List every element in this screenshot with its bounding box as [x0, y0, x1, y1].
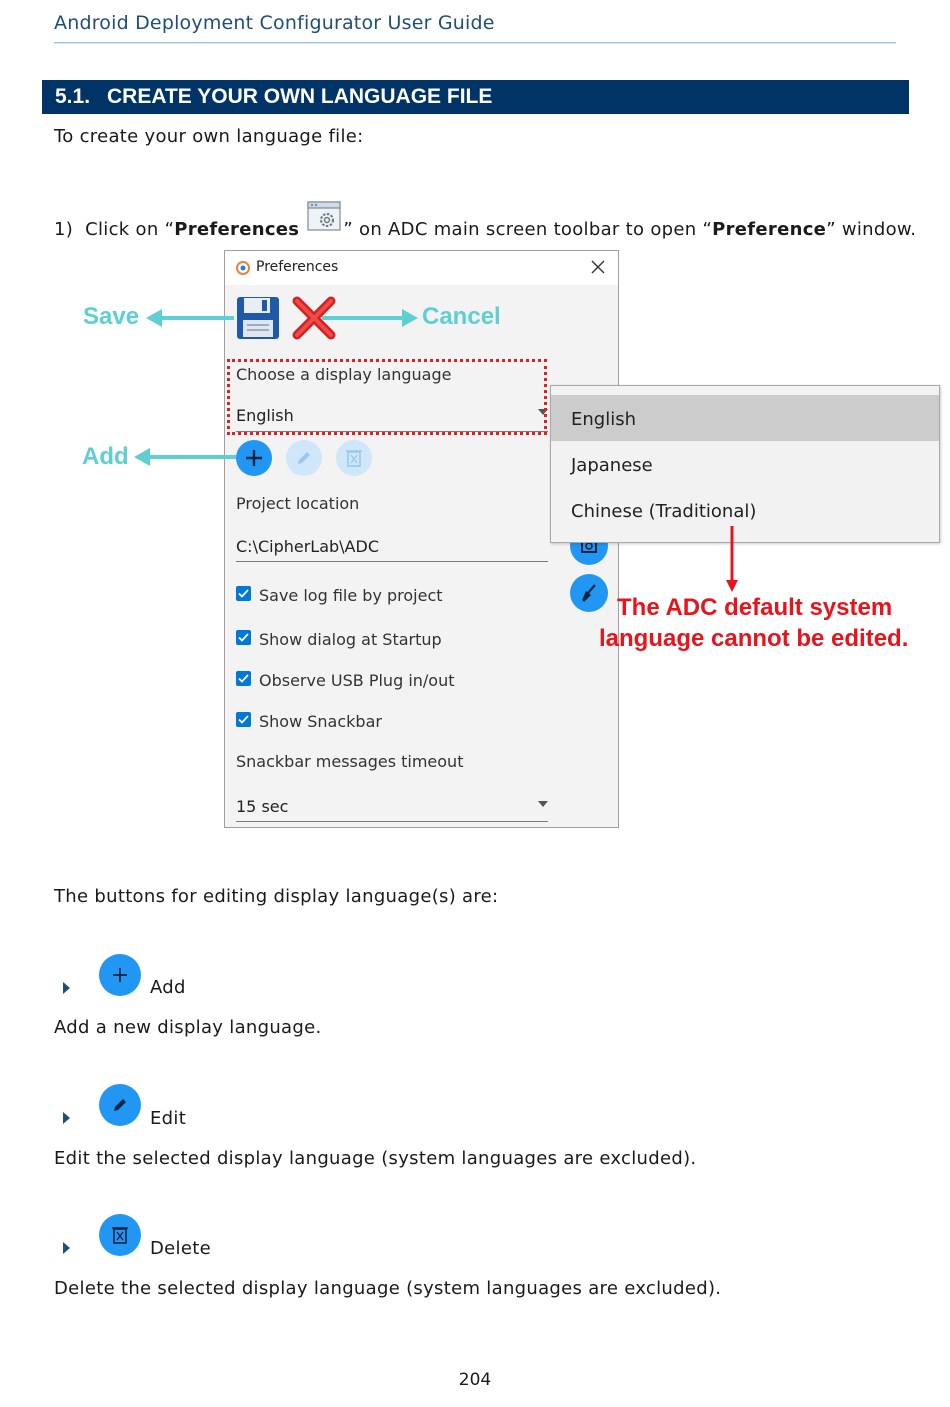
close-icon[interactable] [590, 259, 606, 275]
delete-language-button[interactable] [336, 440, 372, 476]
trash-icon [346, 448, 362, 468]
add-callout: Add [82, 443, 129, 470]
edit-button-illustration [99, 1084, 141, 1126]
plus-icon [111, 966, 129, 984]
page-number: 204 [458, 1370, 492, 1390]
broom-icon [579, 583, 599, 603]
step-bold-preferences: Preferences [174, 219, 300, 240]
button-item-desc: Add a new display language. [54, 1017, 322, 1038]
section-number: 5.1. [55, 85, 91, 108]
project-location-field[interactable]: C:\CipherLab\ADC [236, 537, 379, 556]
checkbox-show-snackbar[interactable] [236, 712, 251, 727]
checkbox-label: Show dialog at Startup [259, 630, 442, 649]
button-item-name: Add [150, 977, 186, 998]
button-item-name: Delete [150, 1238, 211, 1259]
check-icon [238, 633, 249, 642]
section-heading [42, 80, 909, 114]
language-dropdown [550, 385, 940, 543]
dropdown-item[interactable]: Chinese (Traditional) [571, 501, 757, 522]
step-number: 1) [54, 219, 74, 240]
check-icon [238, 589, 249, 598]
step-1 [54, 207, 916, 240]
checkbox-observe-usb[interactable] [236, 671, 251, 686]
clean-button[interactable] [570, 574, 608, 612]
add-language-button[interactable] [236, 440, 272, 476]
chevron-down-icon [538, 801, 548, 807]
snackbar-timeout-select[interactable]: 15 sec [236, 797, 289, 816]
check-icon [238, 674, 249, 683]
display-language-label: Choose a display language [236, 365, 452, 384]
preferences-toolbar-icon [307, 201, 341, 231]
trash-icon [112, 1225, 128, 1245]
app-logo-icon [235, 260, 251, 276]
edit-language-button[interactable] [286, 440, 322, 476]
step-text-middle: ” on ADC main screen toolbar to open “ [343, 219, 713, 240]
display-language-select[interactable]: English [236, 406, 294, 425]
window-title: Preferences [256, 259, 339, 275]
note-line-1: The ADC default system [617, 594, 893, 621]
step-text-before: Click on “ [85, 219, 175, 240]
project-location-label: Project location [236, 494, 360, 513]
buttons-intro: The buttons for editing display language(s) are: [54, 886, 499, 907]
checkbox-save-log[interactable] [236, 586, 251, 601]
checkbox-label: Save log file by project [259, 586, 443, 605]
snackbar-timeout-underline [236, 821, 548, 822]
checkbox-label: Show Snackbar [259, 712, 382, 731]
checkbox-show-dialog[interactable] [236, 630, 251, 645]
button-item-name: Edit [150, 1108, 187, 1129]
window-titlebar [225, 251, 618, 285]
delete-button-illustration [99, 1214, 141, 1256]
cancel-callout: Cancel [422, 303, 501, 330]
button-item-desc: Edit the selected display language (system languages are excluded). [54, 1148, 697, 1169]
save-arrow [146, 309, 234, 327]
add-button-illustration [99, 954, 141, 996]
pencil-icon [110, 1095, 130, 1115]
checkbox-label: Observe USB Plug in/out [259, 671, 455, 690]
dropdown-item[interactable]: Japanese [571, 455, 653, 476]
section-title: CREATE YOUR OWN LANGUAGE FILE [107, 85, 493, 108]
display-language-highlight [227, 359, 547, 435]
bullet-marker [63, 1242, 70, 1254]
bullet-marker [63, 982, 70, 994]
add-arrow [134, 448, 236, 466]
check-icon [238, 715, 249, 724]
step-text-after: ” window. [826, 219, 917, 240]
note-line-2: language cannot be edited. [599, 625, 909, 652]
dropdown-item[interactable]: English [571, 409, 636, 430]
snackbar-timeout-label: Snackbar messages timeout [236, 752, 464, 771]
project-location-underline [236, 561, 548, 562]
intro-text: To create your own language file: [54, 126, 364, 147]
header-rule [54, 42, 896, 44]
pencil-icon [295, 449, 313, 467]
button-item-desc: Delete the selected display language (system languages are excluded). [54, 1278, 722, 1299]
cancel-icon[interactable] [291, 295, 337, 341]
save-icon[interactable] [235, 295, 281, 341]
save-callout: Save [83, 303, 140, 330]
step-bold-preference: Preference [712, 219, 827, 240]
running-header: Android Deployment Configurator User Guide [54, 12, 495, 34]
plus-icon [244, 448, 264, 468]
bullet-marker [63, 1112, 70, 1124]
